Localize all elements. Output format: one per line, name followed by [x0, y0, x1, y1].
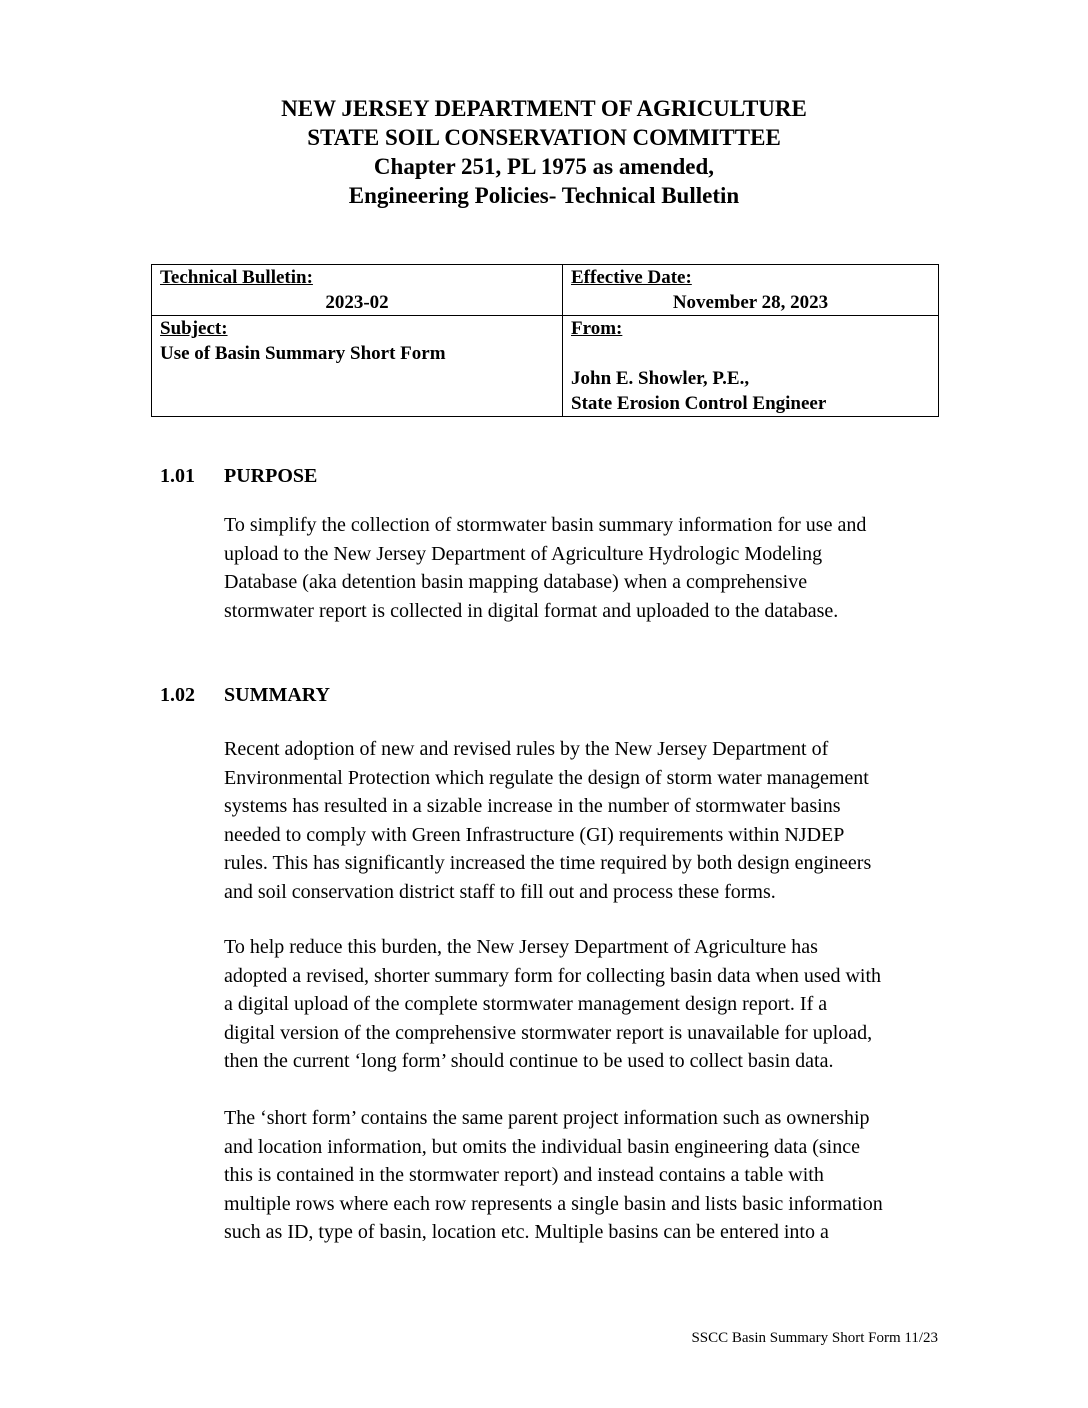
section-heading-summary — [160, 682, 330, 708]
section-heading-purpose — [160, 463, 317, 489]
effective-date-cell — [563, 265, 939, 316]
table-row — [152, 265, 939, 316]
summary-paragraph-3: The ‘short form’ contains the same parent project information such as ownership and location information, but omits the individual basin engineering data (since this is contained in the stormwater report) and instead contains a table with multiple rows where each row represents a single basin and lists basic information such as ID, type of basin, location etc. Multiple basins can be entered into a — [224, 1107, 883, 1243]
subject-label: Subject: — [160, 318, 228, 339]
section-number: 1.01 — [160, 465, 195, 487]
bulletin-number: 2023-02 — [325, 292, 389, 313]
from-name: John E. Showler, P.E., — [571, 368, 750, 389]
header-chapter: Chapter 251, PL 1975 as amended, — [373, 154, 715, 179]
table-row — [152, 316, 939, 417]
effective-date-label: Effective Date: — [571, 267, 692, 288]
header-agency: NEW JERSEY DEPARTMENT OF AGRICULTURE — [281, 96, 807, 121]
document-header — [0, 94, 1088, 210]
from-title: State Erosion Control Engineer — [571, 393, 827, 414]
bulletin-info-table — [151, 264, 939, 417]
subject-value: Use of Basin Summary Short Form — [160, 343, 446, 364]
header-committee: STATE SOIL CONSERVATION COMMITTEE — [307, 125, 781, 150]
bulletin-number-cell — [152, 265, 563, 316]
from-label: From: — [571, 318, 623, 339]
effective-date: November 28, 2023 — [672, 292, 829, 313]
from-cell — [563, 316, 939, 417]
section-number: 1.02 — [160, 684, 195, 706]
purpose-paragraph: To simplify the collection of stormwater basin summary information for use and upload to the New Jersey Department of Agriculture Hydrologic Modeling Database (aka detention basin mapping database) when a comprehensive stormwater report is collected in digital format and uploaded to the database. — [224, 514, 867, 622]
page-footer: SSCC Basin Summary Short Form 11/23 — [691, 1330, 938, 1346]
section-title: PURPOSE — [224, 465, 318, 487]
summary-paragraph-2: To help reduce this burden, the New Jersey Department of Agriculture has adopted a revised, shorter summary form for collecting basin data when used with a digital upload of the complete stormwater management design report. If a digital version of the comprehensive stormwater report is unavailable for upload, then the current ‘long form’ should continue to be used to collect basin data. — [224, 936, 882, 1072]
header-bulletin-type: Engineering Policies- Technical Bulletin — [348, 183, 740, 208]
subject-cell — [152, 316, 563, 417]
section-title: SUMMARY — [224, 684, 330, 706]
summary-paragraph-1: Recent adoption of new and revised rules by the New Jersey Department of Environmental Protection which regulate the design of storm water management systems has resulted in a sizable increase in the number of stormwater basins needed to comply with Green Infrastructure (GI) requirements within NJDEP rules. This has significantly increased the time required by both design engineers and soil conservation district staff to fill out and process these forms. — [224, 738, 872, 903]
bulletin-label: Technical Bulletin: — [160, 267, 313, 288]
